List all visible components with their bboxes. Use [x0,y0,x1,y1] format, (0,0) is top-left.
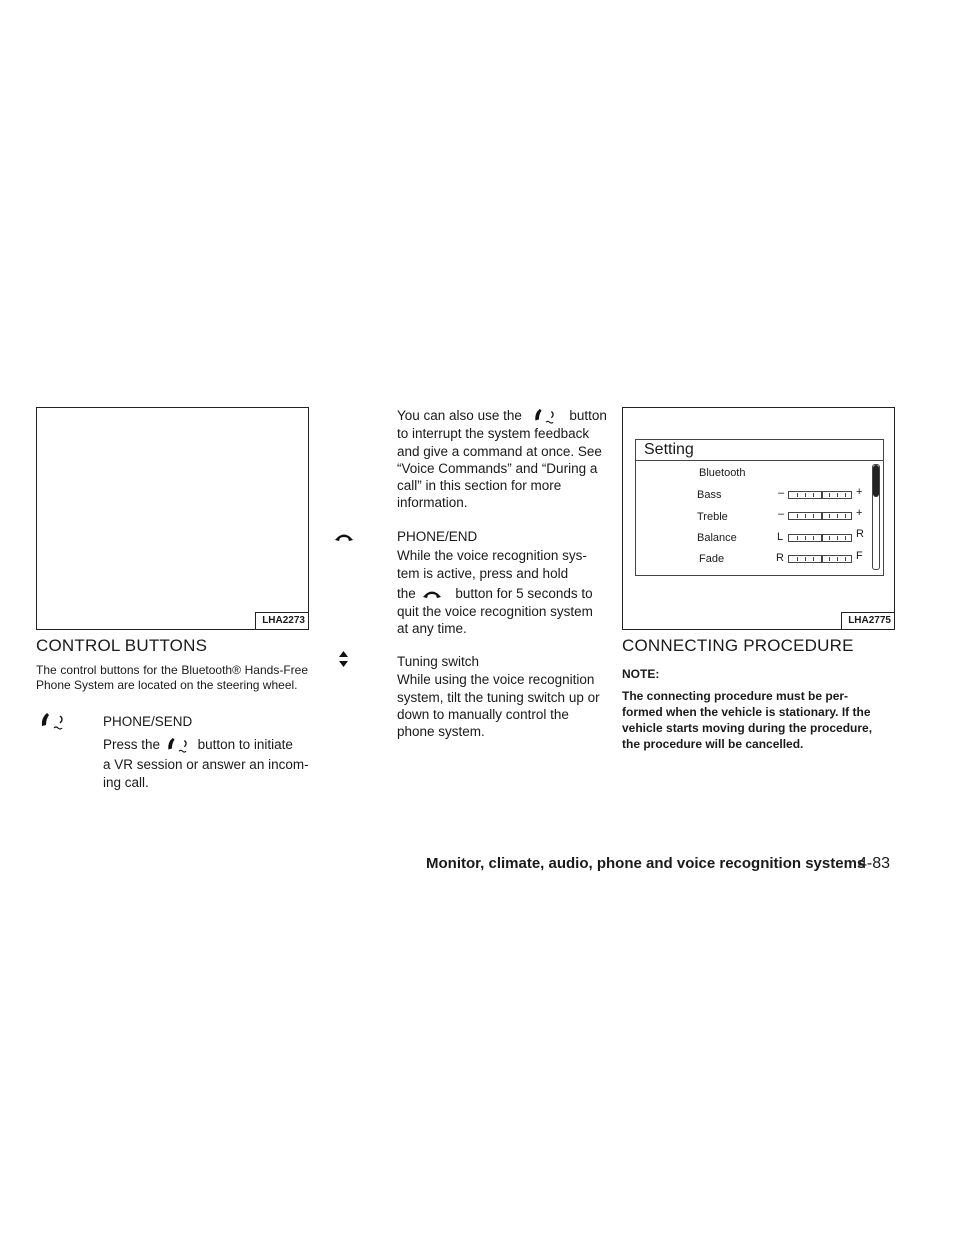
control-buttons-heading: CONTROL BUTTONS [36,636,208,655]
note-label: NOTE: [622,667,660,681]
screen-title: Setting [636,440,883,461]
also-use-line3: and give a command at once. See [397,444,602,459]
also-use-line1 [397,407,607,424]
fade-slider [788,555,852,563]
bass-slider [788,491,852,499]
row-fade-label: Fade [699,553,725,565]
row-balance-label: Balance [697,532,737,544]
treble-slider [788,512,852,520]
tuning-switch-icon [339,651,348,667]
note-line2: formed when the vehicle is stationary. If the [622,705,871,719]
phone-send-inline-icon [166,737,192,753]
settings-screen [635,439,884,576]
footer-section: Monitor, climate, audio, phone and voice recognition systems [426,855,866,872]
balance-right: R [856,528,864,540]
footer-page: 4-83 [858,855,891,872]
left-figure [36,407,309,630]
tuning-title: Tuning switch [397,654,480,669]
note-line3: vehicle starts moving during the procedure, [622,721,873,735]
phone-send-line2: a VR session or answer an incom- [103,757,309,772]
figure-label: LHA2775 [841,612,894,629]
scroll-thumb [873,465,879,497]
also-use-line2: to interrupt the system feedback [397,426,590,441]
bass-plus: + [856,486,863,498]
also-use-line5: call” in this section for more [397,478,562,493]
row-treble-label: Treble [697,511,728,523]
balance-left: L [777,531,784,543]
fade-left: R [776,552,784,564]
fade-right: F [856,550,863,562]
also-use-line4: “Voice Commands” and “During a [397,461,598,476]
treble-minus: – [778,508,785,520]
phone-send-icon [40,712,68,730]
phone-end-title: PHONE/END [397,529,478,544]
phone-end-line4: quit the voice recognition system [397,604,593,619]
also-use-line6: information. [397,495,468,510]
tuning-line4: phone system. [397,724,485,739]
the-text: the [397,586,416,601]
figure-label: LHA2273 [255,612,308,629]
press-the-text: Press the [103,737,161,752]
phone-send-title: PHONE/SEND [103,714,193,729]
phone-end-line5: at any time. [397,621,467,636]
phone-send-line3: ing call. [103,775,149,790]
also-use-suffix: button [569,408,607,423]
phone-end-line2: tem is active, press and hold [397,566,569,581]
phone-end-inline-icon [422,589,442,599]
tuning-line2: system, tilt the tuning switch up or [397,690,600,705]
button-to-initiate-text: button to initiate [197,737,293,752]
tuning-line3: down to manually control the [397,707,569,722]
right-figure [622,407,895,630]
after-icon-text: button for 5 seconds to [455,586,593,601]
phone-end-line1: While the voice recognition sys- [397,548,587,563]
note-line4: the procedure will be cancelled. [622,737,804,751]
connecting-heading: CONNECTING PROCEDURE [622,636,854,655]
row-bluetooth: Bluetooth [699,467,746,479]
phone-send-line1 [103,736,293,753]
control-buttons-intro: The control buttons for the Bluetooth® Hands-Free Phone System are located on the steering wheel. [36,663,308,692]
tuning-line1: While using the voice recognition [397,672,595,687]
balance-slider [788,534,852,542]
also-use-prefix: You can also use the [397,408,522,423]
row-bass-label: Bass [697,489,722,501]
treble-plus: + [856,507,863,519]
phone-send-inline-icon [528,408,564,424]
bass-minus: – [778,487,785,499]
phone-end-line3 [397,585,593,602]
phone-end-icon [334,532,354,542]
note-line1: The connecting procedure must be per- [622,689,849,703]
